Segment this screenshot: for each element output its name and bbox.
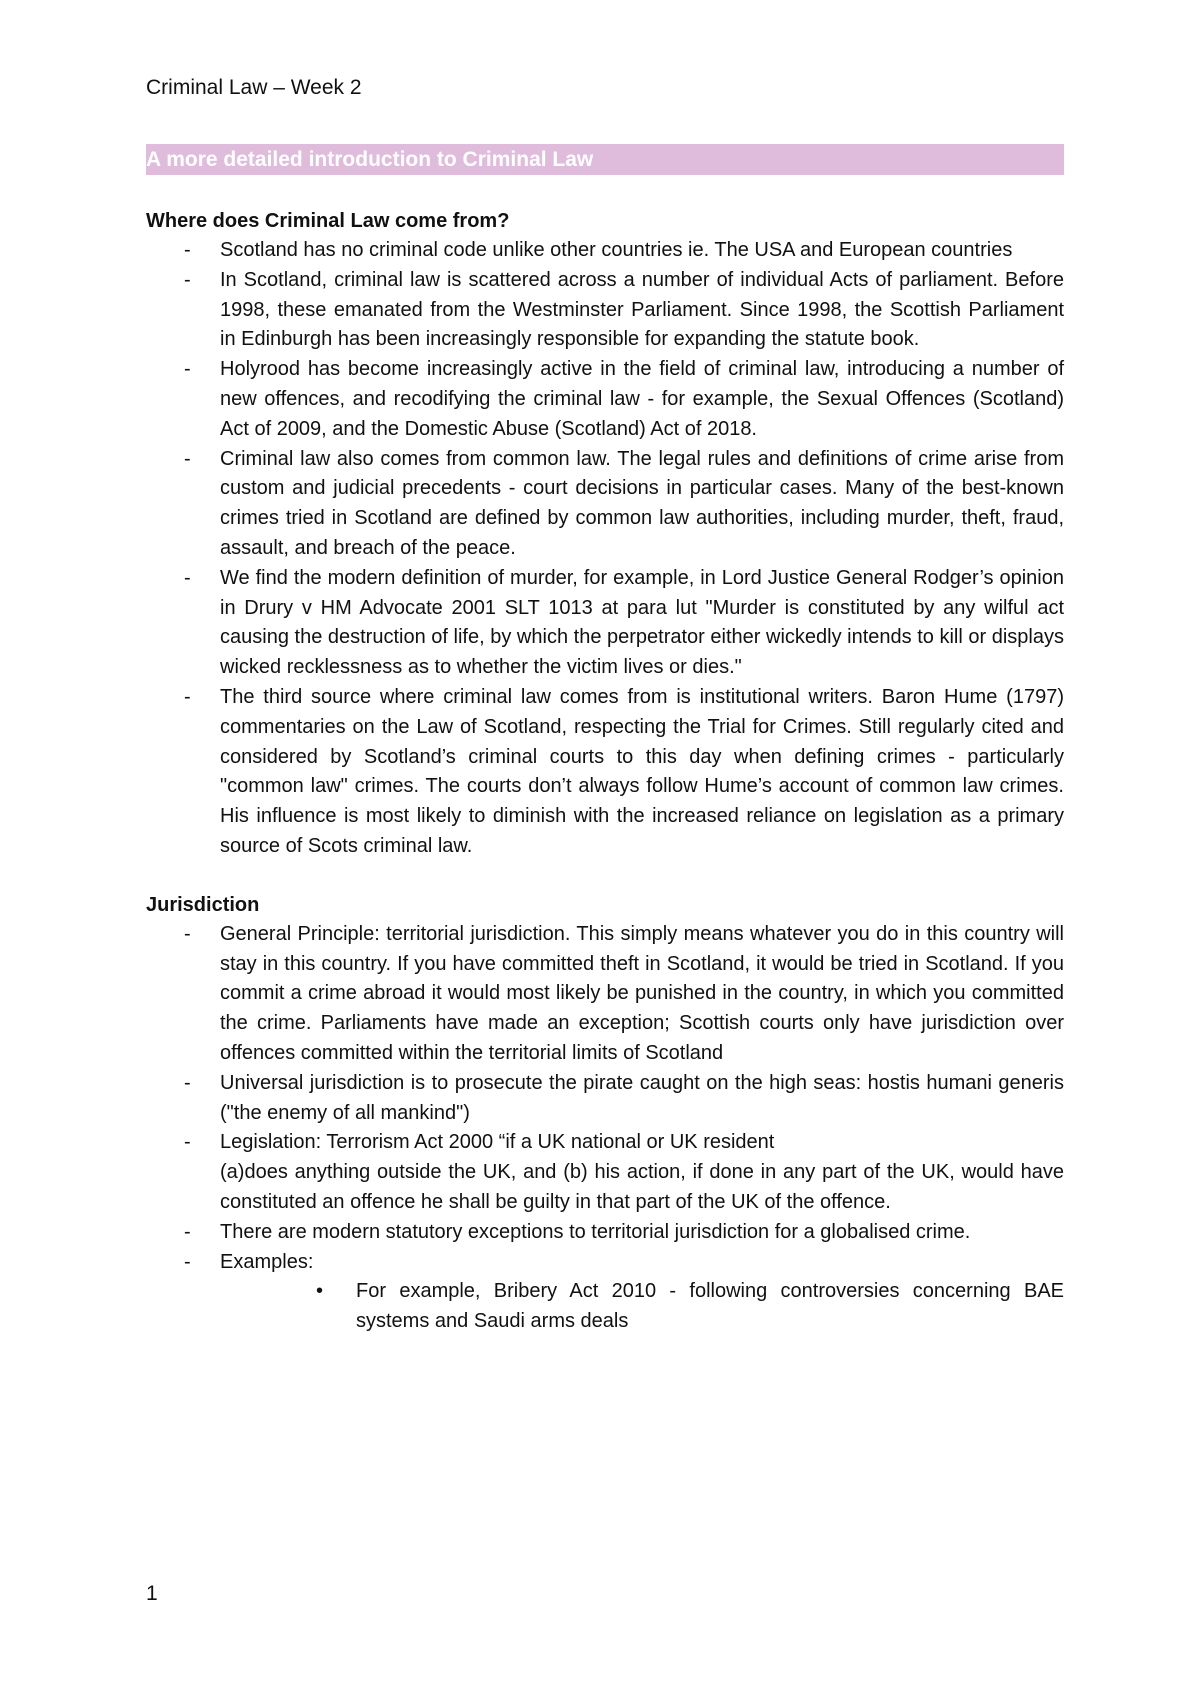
dash-bullet-icon: - [184, 1131, 191, 1154]
dash-bullet-icon: - [184, 239, 191, 261]
list-item-text: The third source where criminal law comes from is institutional writers. Baron Hume (1797) commentaries on the Law of Scotland, respecting the Trial for Crimes. Still regularly cited and considered by Scotland’s criminal courts to this day when defining crimes - particularly "common law" crimes. The courts don’t always follow Hume’s account of common law crimes. His influence is most likely to diminish with the increased reliance on legislation as a primary source of Scots criminal law. [220, 685, 1064, 857]
sub-list-item-text: For example, Bribery Act 2010 - following controversies concerning BAE systems and Saudi arms deals [356, 1280, 1064, 1333]
list-item [146, 1248, 1064, 1278]
document-body [146, 207, 1064, 1337]
list-item [146, 564, 1064, 683]
list-item-text: General Principle: territorial jurisdiction. This simply means whatever you do in this country will stay in this country. If you have committed theft in Scotland, it would be tried in Scotland. If you commit a crime abroad it would most likely be punished in the country, in which you committed the crime. Parliaments have made an exception; Scottish courts only have jurisdiction over offences committed within the territorial limits of Scotland [220, 922, 1064, 1064]
list-item-text: Criminal law also comes from common law. The legal rules and definitions of crime arise from custom and judicial precedents - court decisions in particular cases. Many of the best-known crimes tried in Scotland are defined by common law authorities, including murder, theft, fraud, assault, and breach of the peace. [220, 447, 1064, 559]
list-item-text: Scotland has no criminal code unlike other countries ie. The USA and European countries [220, 239, 1013, 261]
list-item-text: In Scotland, criminal law is scattered across a number of individual Acts of parliament. Before 1998, these emanated from the Westminster Parliament. Since 1998, the Scottish Parliament in Edinburgh has been increasingly responsible for expanding the statute book. [220, 268, 1064, 351]
list-item-text: There are modern statutory exceptions to territorial jurisdiction for a globalised crime. [220, 1220, 971, 1243]
dash-bullet-icon: - [184, 268, 191, 291]
list-item [146, 1218, 1064, 1248]
dash-bullet-icon: - [184, 685, 191, 708]
list-item [146, 355, 1064, 444]
legislation-continuation-text: (a)does anything outside the UK, and (b) his action, if done in any part of the UK, would have constituted an offence he shall be guilty in that part of the UK of the offence. [220, 1161, 1064, 1213]
dash-bullet-icon: - [184, 566, 191, 589]
sub-list-item [146, 1277, 1064, 1337]
page-number: 1 [146, 1582, 158, 1605]
list-item [146, 236, 1064, 266]
list-item-text: Examples: [220, 1250, 314, 1273]
document-title: Criminal Law – Week 2 [146, 76, 362, 99]
list-item-text: Legislation: Terrorism Act 2000 “if a UK national or UK resident [220, 1131, 775, 1154]
list-item [146, 1128, 1064, 1217]
dash-bullet-icon: - [184, 922, 191, 945]
jurisdiction-list [146, 920, 1064, 1278]
list-item-text: Holyrood has become increasingly active in the field of criminal law, introducing a number of new offences, and recodifying the criminal law - for example, the Sexual Offences (Scotland) Act of 2009, and the Domestic Abuse (Scotland) Act of 2018. [220, 358, 1064, 440]
list-item-text: Universal jurisdiction is to prosecute the pirate caught on the high seas: hostis humani generis ("the enemy of all mankind") [220, 1071, 1064, 1124]
examples-sublist [146, 1277, 1064, 1337]
section-spacer [146, 862, 1064, 891]
list-item [146, 920, 1064, 1069]
dash-bullet-icon: - [184, 358, 191, 381]
list-item [146, 683, 1064, 862]
list-item [146, 266, 1064, 355]
dash-bullet-icon: - [184, 1220, 191, 1243]
dash-bullet-icon: - [184, 1250, 191, 1273]
sources-list [146, 236, 1064, 862]
list-item [146, 445, 1064, 564]
list-item [146, 1069, 1064, 1129]
round-bullet-icon: • [316, 1280, 324, 1303]
list-item-text: We find the modern definition of murder, for example, in Lord Justice General Rodger’s opinion in Drury v HM Advocate 2001 SLT 1013 at para lut "Murder is constituted by any wilful act causing the destruction of life, by which the perpetrator either wickedly intends to kill or displays wicked recklessness as to whether the victim lives or dies." [220, 566, 1064, 679]
dash-bullet-icon: - [184, 1071, 191, 1094]
section-heading-sources: Where does Criminal Law come from? [146, 210, 510, 232]
section-heading-jurisdiction: Jurisdiction [146, 893, 260, 916]
section-banner: A more detailed introduction to Criminal Law [146, 144, 1064, 175]
dash-bullet-icon: - [184, 447, 191, 470]
